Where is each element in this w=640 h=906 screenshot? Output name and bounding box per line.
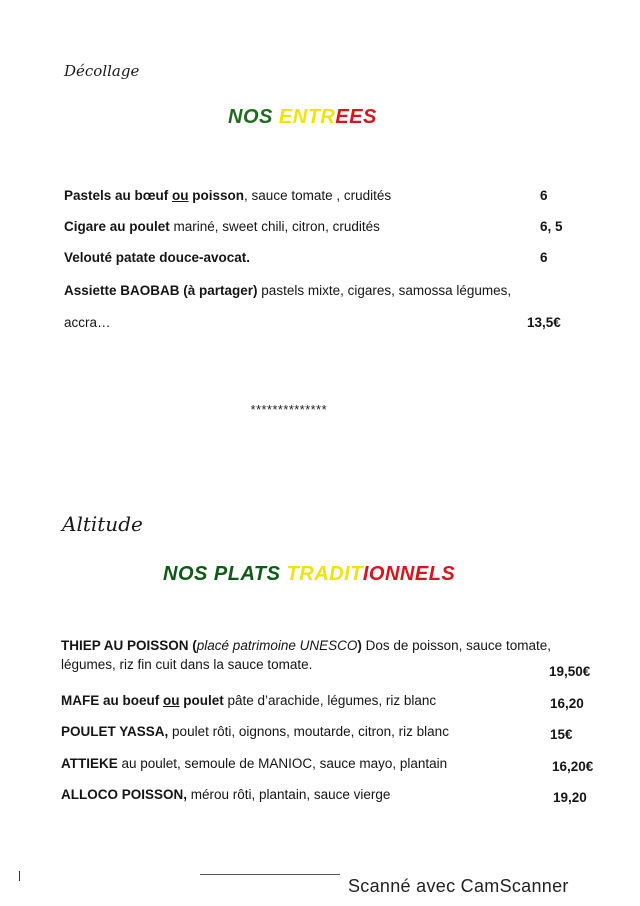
item-price: 16,20 [550, 696, 584, 711]
entrees-title [228, 106, 377, 129]
menu-item-attieke [61, 755, 447, 773]
item-name-end: poisson [188, 188, 245, 203]
menu-item-cigare [64, 218, 380, 236]
item-price: 19,20 [553, 790, 587, 805]
entrees-title-part1: NOS [228, 106, 279, 128]
menu-item-veloute [64, 249, 250, 267]
item-price: 6 [540, 188, 548, 203]
item-or: ou [163, 693, 180, 708]
plats-title-part3: IONNELS [362, 563, 456, 585]
menu-item-assiette-baobab-cont: accra… [64, 315, 111, 330]
item-price: 6 [540, 250, 548, 265]
item-price: 13,5€ [527, 315, 561, 330]
item-desc: pastels mixte, cigares, samossa légumes, [257, 283, 512, 298]
item-or: ou [172, 188, 189, 203]
item-price: 16,20€ [552, 759, 594, 774]
item-price: 19,50€ [549, 664, 591, 679]
plats-title-part2: TRADIT [286, 563, 363, 585]
item-italic-note: placé patrimoine UNESCO [196, 638, 358, 653]
scan-edge-mark [19, 871, 20, 881]
plats-title-part1: NOS PLATS [163, 563, 287, 585]
item-name: Pastels au bœuf [64, 188, 173, 203]
item-name: Cigare au poulet [64, 219, 170, 234]
item-desc: au poulet, semoule de MANIOC, sauce mayo, plantain [117, 756, 448, 771]
item-desc: mérou rôti, plantain, sauce vierge [187, 787, 391, 802]
item-name: ATTIEKE [61, 756, 118, 771]
item-desc: pâte d’arachide, légumes, riz blanc [223, 693, 437, 708]
menu-item-thiep [61, 637, 551, 655]
item-name-end: poulet [179, 693, 224, 708]
item-desc: , sauce tomate , crudités [244, 188, 392, 203]
item-name: POULET YASSA, [61, 724, 169, 739]
entrees-title-part2: ENTR [278, 106, 336, 128]
item-price: 6, 5 [540, 219, 563, 234]
item-paren-open: ( [188, 638, 197, 653]
menu-item-alloco [61, 786, 390, 804]
item-desc: mariné, sweet chili, citron, crudités [169, 219, 380, 234]
item-name: Velouté patate douce-avocat. [64, 250, 251, 265]
menu-item-thiep-cont: légumes, riz fin cuit dans la sauce tomate. [61, 657, 313, 672]
separator-stars: ************** [250, 402, 327, 417]
entrees-title-part3: EES [335, 106, 377, 128]
item-name: ALLOCO POISSON, [61, 787, 188, 802]
bottom-rule [200, 874, 340, 875]
section-heading-plats: Altitude [62, 512, 143, 536]
camscanner-watermark: Scanné avec CamScanner [348, 876, 569, 896]
menu-item-yassa [61, 723, 449, 741]
menu-item-pastels [64, 187, 391, 205]
item-name: THIEP AU POISSON [61, 638, 189, 653]
item-desc: poulet rôti, oignons, moutarde, citron, riz blanc [168, 724, 449, 739]
item-paren-close: ) [357, 638, 362, 653]
menu-item-mafe [61, 692, 436, 710]
item-name: Assiette BAOBAB (à partager) [64, 283, 258, 298]
menu-item-assiette-baobab [64, 282, 511, 300]
section-heading-entrees: Décollage [64, 62, 140, 80]
plats-title [163, 563, 455, 586]
item-price: 15€ [550, 727, 573, 742]
item-desc: Dos de poisson, sauce tomate, [361, 638, 551, 653]
item-name: MAFE au boeuf [61, 693, 163, 708]
